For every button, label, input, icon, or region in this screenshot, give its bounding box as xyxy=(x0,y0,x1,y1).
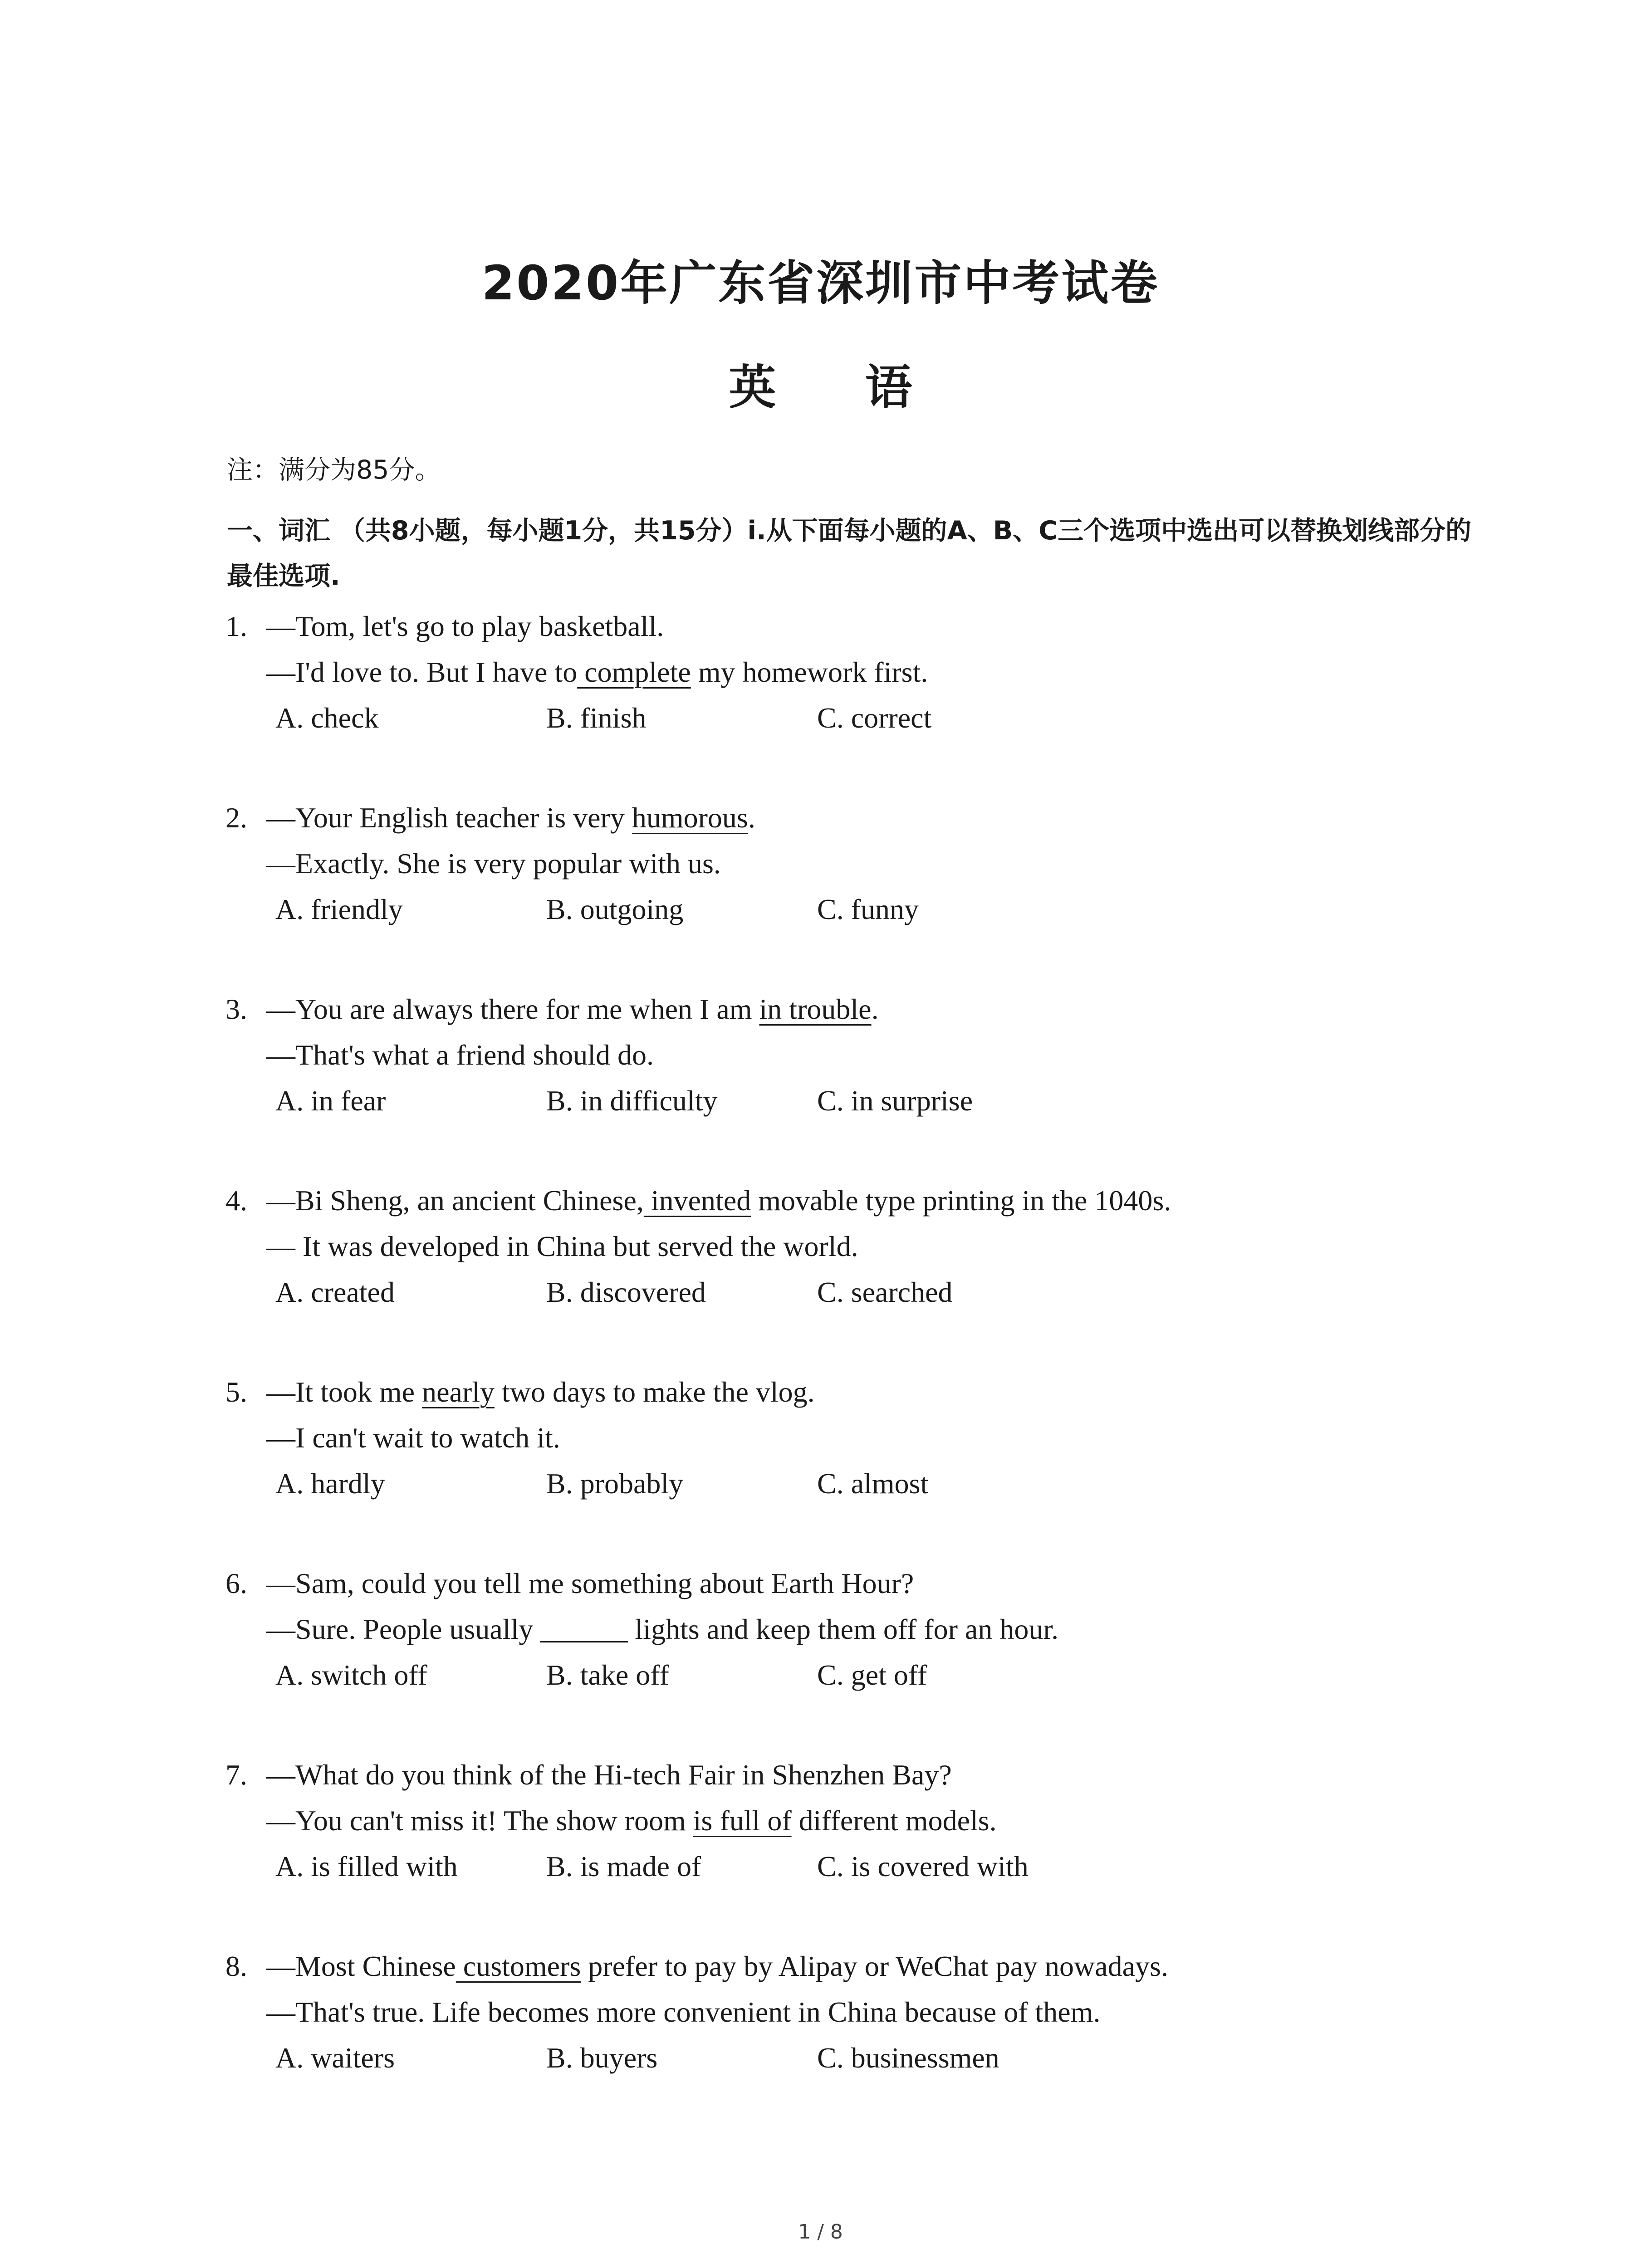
underlined-word: invented xyxy=(643,1184,751,1217)
question-text: —Bi Sheng, an ancient Chinese, xyxy=(266,1184,644,1217)
answer-options xyxy=(225,1078,1541,1124)
question-4 xyxy=(225,1178,1541,1315)
question-text: —Tom, let's go to play basketball. xyxy=(266,610,664,642)
option-c[interactable]: C. businessmen xyxy=(817,2042,999,2074)
answer-options xyxy=(225,1461,1541,1506)
question-text: —I'd love to. But I have to xyxy=(266,656,578,688)
answer-options xyxy=(225,1652,1541,1698)
question-text-end: . xyxy=(871,993,879,1025)
question-line-2 xyxy=(225,1415,1541,1461)
underlined-word: in trouble xyxy=(759,993,872,1025)
question-text-end: two days to make the vlog. xyxy=(494,1376,815,1408)
question-text: —Sure. People usually xyxy=(266,1613,541,1645)
option-c[interactable]: C. searched xyxy=(817,1276,953,1308)
question-number: 5. xyxy=(225,1376,247,1408)
question-line-2 xyxy=(225,649,1541,695)
question-number: 4. xyxy=(225,1184,247,1217)
answer-options xyxy=(225,1269,1541,1315)
page-indicator: 1 / 8 xyxy=(798,2220,843,2244)
question-text: —Exactly. She is very popular with us. xyxy=(266,847,721,880)
question-8 xyxy=(225,1943,1541,2081)
option-c[interactable]: C. is covered with xyxy=(817,1850,1029,1882)
question-text: —It took me xyxy=(266,1376,422,1408)
subject-title: 英 语 xyxy=(729,360,949,415)
question-text: —You are always there for me when I am xyxy=(266,993,759,1025)
exam-title: 2020年广东省深圳市中考试卷 xyxy=(481,255,1160,311)
question-1 xyxy=(225,603,1541,741)
question-number: 8. xyxy=(225,1950,247,1982)
question-line-1 xyxy=(225,1943,1541,1989)
question-line-1 xyxy=(225,1560,1541,1606)
question-line-2 xyxy=(225,1606,1541,1652)
question-number: 2. xyxy=(225,802,247,834)
option-c[interactable]: C. in surprise xyxy=(817,1085,973,1117)
question-line-1 xyxy=(225,1369,1541,1415)
question-line-1 xyxy=(225,1178,1541,1223)
score-note: 注：满分为85分。 xyxy=(227,455,441,485)
option-a[interactable]: A. friendly xyxy=(275,893,403,925)
option-a[interactable]: A. check xyxy=(275,702,379,734)
question-text: —That's what a friend should do. xyxy=(266,1039,654,1071)
question-text-end: lights and keep them off for an hour. xyxy=(627,1613,1059,1645)
question-text: —That's true. Life becomes more convenient in China because of them. xyxy=(266,1996,1101,2028)
option-a[interactable]: A. switch off xyxy=(275,1659,427,1691)
option-b[interactable]: B. finish xyxy=(546,702,647,734)
option-b[interactable]: B. in difficulty xyxy=(546,1085,718,1117)
option-a[interactable]: A. in fear xyxy=(275,1085,386,1117)
option-b[interactable]: B. probably xyxy=(546,1467,684,1500)
question-line-2 xyxy=(225,841,1541,886)
question-line-2 xyxy=(225,1989,1541,2035)
answer-options xyxy=(225,886,1541,932)
underlined-word: customers xyxy=(456,1950,581,1982)
section-instruction: 一、词汇 （共8小题，每小题1分，共15分）i.从下面每小题的A、B、C三个选项中选出可以替换划线部分的最佳选项. xyxy=(227,516,1472,591)
answer-blank: ______ xyxy=(540,1613,628,1645)
question-line-2 xyxy=(225,1032,1541,1078)
option-b[interactable]: B. outgoing xyxy=(546,893,684,925)
question-line-1 xyxy=(225,603,1541,649)
question-7 xyxy=(225,1752,1541,1889)
option-b[interactable]: B. is made of xyxy=(546,1850,701,1882)
option-c[interactable]: C. almost xyxy=(817,1467,929,1500)
question-text-end: prefer to pay by Alipay or WeChat pay nowadays. xyxy=(581,1950,1168,1982)
option-a[interactable]: A. created xyxy=(275,1276,395,1308)
question-line-2 xyxy=(225,1223,1541,1269)
question-line-1 xyxy=(225,1752,1541,1798)
question-text: —Sam, could you tell me something about Earth Hour? xyxy=(266,1567,914,1599)
answer-options xyxy=(225,1843,1541,1889)
question-text: — It was developed in China but served the world. xyxy=(266,1230,858,1262)
question-line-1 xyxy=(225,795,1541,841)
question-text: —I can't wait to watch it. xyxy=(266,1422,560,1454)
option-a[interactable]: A. hardly xyxy=(275,1467,385,1500)
question-text: —Most Chinese xyxy=(266,1950,456,1982)
question-line-1 xyxy=(225,986,1541,1032)
option-b[interactable]: B. discovered xyxy=(546,1276,706,1308)
question-text-end: my homework first. xyxy=(691,656,928,688)
option-c[interactable]: C. get off xyxy=(817,1659,927,1691)
option-b[interactable]: B. buyers xyxy=(546,2042,658,2074)
underlined-word: complete xyxy=(577,656,691,688)
answer-options xyxy=(225,695,1541,741)
question-5 xyxy=(225,1369,1541,1506)
option-a[interactable]: A. is filled with xyxy=(275,1850,458,1882)
option-c[interactable]: C. correct xyxy=(817,702,932,734)
option-a[interactable]: A. waiters xyxy=(275,2042,395,2074)
question-text-end: different models. xyxy=(791,1804,997,1837)
question-2 xyxy=(225,795,1541,932)
underlined-word: humorous xyxy=(632,802,748,834)
underlined-word: is full of xyxy=(693,1804,792,1837)
question-text-end: movable type printing in the 1040s. xyxy=(751,1184,1171,1217)
question-number: 7. xyxy=(225,1759,247,1791)
question-number: 6. xyxy=(225,1567,247,1599)
option-b[interactable]: B. take off xyxy=(546,1659,669,1691)
question-line-2 xyxy=(225,1798,1541,1843)
option-c[interactable]: C. funny xyxy=(817,893,919,925)
question-text: —What do you think of the Hi-tech Fair in Shenzhen Bay? xyxy=(266,1759,952,1791)
question-number: 1. xyxy=(225,610,247,642)
question-6 xyxy=(225,1560,1541,1698)
question-text-end: . xyxy=(748,802,755,834)
underlined-word: nearly xyxy=(422,1376,495,1408)
answer-options xyxy=(225,2035,1541,2081)
question-text: —You can't miss it! The show room xyxy=(266,1804,693,1837)
question-3 xyxy=(225,986,1541,1124)
question-text: —Your English teacher is very xyxy=(266,802,632,834)
question-number: 3. xyxy=(225,993,247,1025)
